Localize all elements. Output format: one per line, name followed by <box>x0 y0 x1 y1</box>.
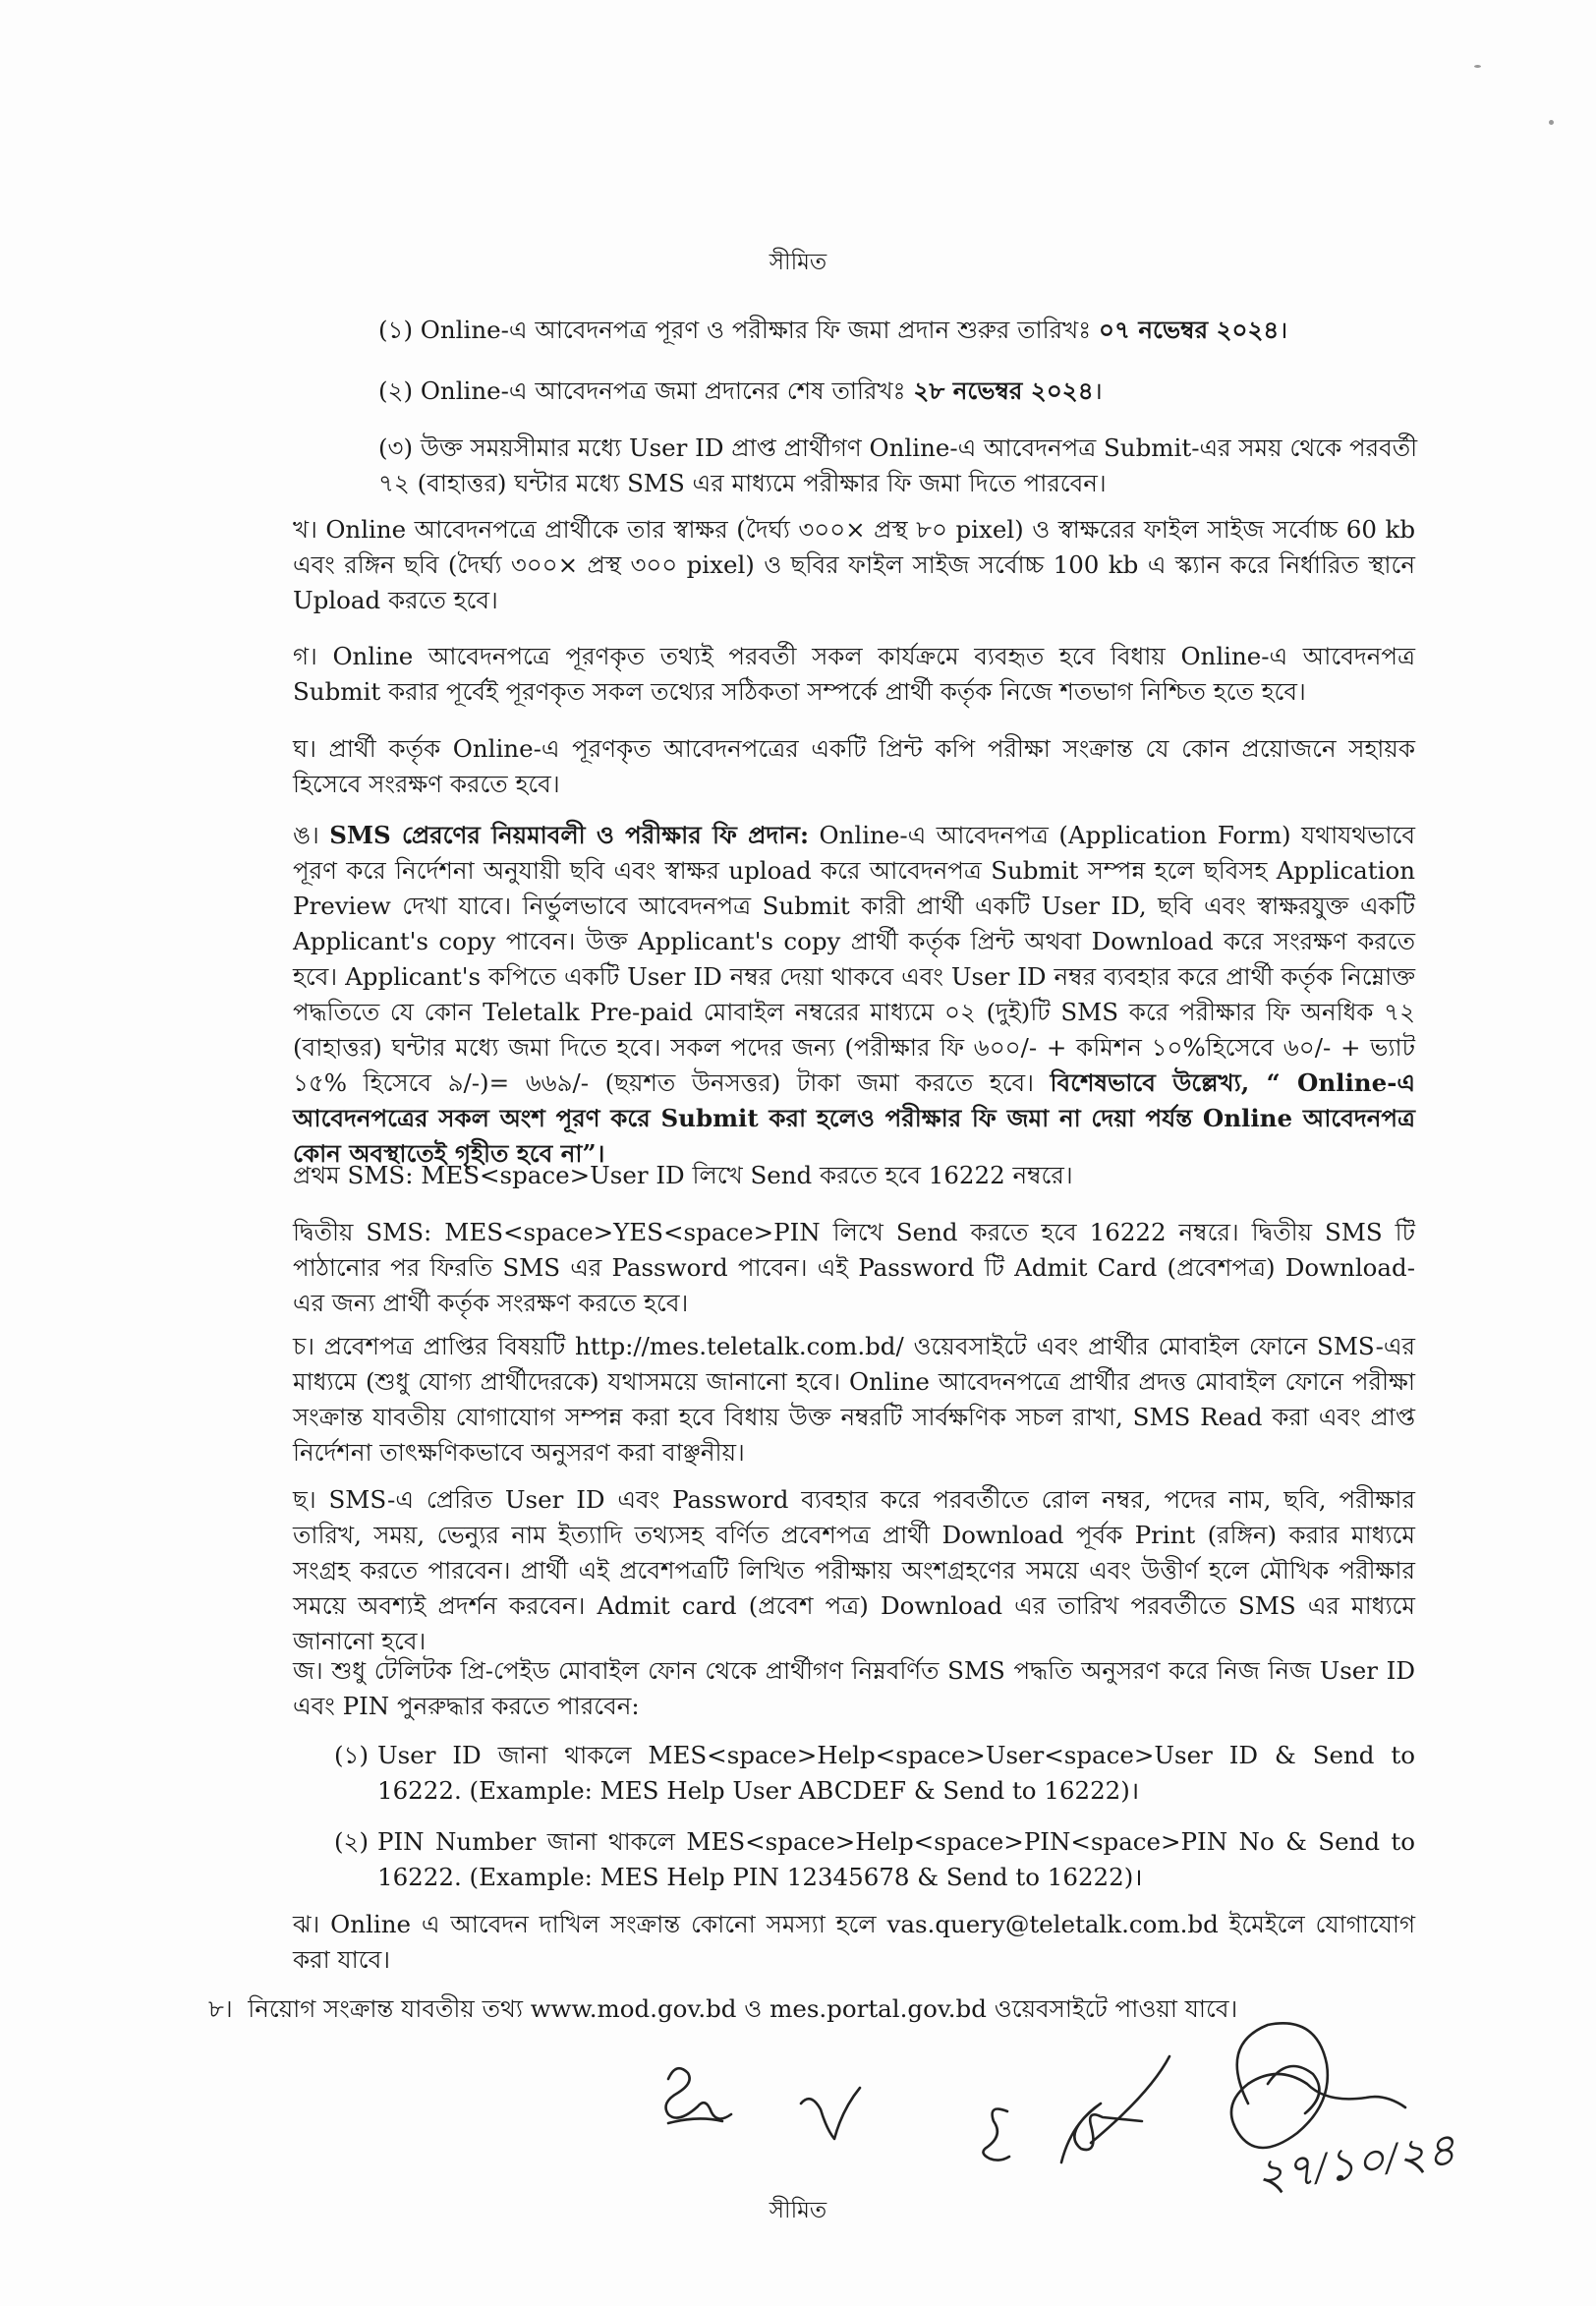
initials-1 <box>666 2068 731 2118</box>
initials-3 <box>983 2109 1009 2161</box>
paragraph-prefix: ঙ। <box>293 821 330 849</box>
signature-area <box>629 2005 1513 2202</box>
schedule-line: ৭২ (বাহাত্তর) ঘন্টার মধ্যে SMS এর মাধ্যমে পরীক্ষার ফি জমা দিতে পারবেন। <box>378 469 1107 497</box>
initials-1-stroke <box>668 2118 722 2123</box>
recovery-item-2 <box>334 1824 1415 1895</box>
schedule-item-1 <box>378 313 1440 348</box>
recovery-item-1 <box>334 1738 1415 1809</box>
paragraph-heading: SMS প্রেরণের নিয়মাবলী ও পরীক্ষার ফি প্রদান: <box>329 821 810 849</box>
paragraph-cha: চ। প্রবেশপত্র প্রাপ্তির বিষয়টি http://mes.teletalk.com.bd/ ওয়েবসাইটে এবং প্রার্থীর মোবাইল ফোনে SMS-এর মাধ্যমে (শুধু যোগ্য প্রার্থীদেরকে) যথাসময়ে জানানো হবে। Online আবেদনপত্রে প্রার্থীর প্রদত্ত মোবাইল ফোনে পরীক্ষা সংক্রান্ত যাবতীয় যোগাযোগ সম্পন্ন করা হবে বিধায় উক্ত নম্বরটি সার্বক্ষণিক সচল রাখা, SMS Read করা এবং প্রাপ্ত নির্দেশনা তাৎক্ষণিকভাবে অনুসরণ করা বাঞ্ছনীয়। <box>293 1332 1415 1467</box>
signature-loop <box>1268 2066 1319 2113</box>
paragraph-ja: জ। শুধু টেলিটক প্রি-পেইড মোবাইল ফোন থেকে প্রার্থীগণ নিম্নবর্ণিত SMS পদ্ধতি অনুসরণ করে নিজ নিজ User ID এবং PIN পুনরুদ্ধার করতে পারবেন: <box>293 1656 1415 1720</box>
schedule-item-2 <box>378 374 1440 409</box>
sms-second-instruction: দ্বিতীয় SMS: MES<space>YES<space>PIN লিখে Send করতে হবে 16222 নম্বরে। দ্বিতীয় SMS টি পাঠানোর পর ফিরতি SMS এর Password পাবেন। এই Password টি Admit Card (প্রবেশপত্র) Download-এর জন্য প্রার্থী কর্তৃক সংরক্ষণ করতে হবে। <box>293 1218 1415 1317</box>
scan-speck <box>1474 65 1481 68</box>
schedule-item-3 <box>378 431 1420 501</box>
schedule-date: ২৮ নভেম্বর ২০২৪ <box>913 376 1094 405</box>
classification-mark-bottom: সীমিত <box>769 2198 827 2223</box>
paragraph-jha: ঝ। Online এ আবেদন দাখিল সংক্রান্ত কোনো সমস্যা হলে vas.query@teletalk.com.bd ইমেইলে যোগাযোগ করা যাবে। <box>293 1910 1415 1974</box>
sms-first-instruction: প্রথম SMS: MES<space>User ID লিখে Send করতে হবে 16222 নম্বরে। <box>293 1161 1073 1189</box>
initials-4 <box>1061 2056 1169 2162</box>
classification-mark-top: সীমিত <box>769 250 827 275</box>
recovery-number: (১) <box>334 1741 370 1769</box>
recovery-number: (২) <box>334 1827 370 1856</box>
schedule-text: (১) Online-এ আবেদনপত্র পূরণ ও পরীক্ষার ফি জমা প্রদান শুরুর তারিখঃ <box>378 316 1100 344</box>
paragraph-uo <box>293 818 1415 1172</box>
schedule-end: । <box>1279 316 1288 344</box>
recovery-text: PIN Number জানা থাকলে MES<space>Help<space>PIN<space>PIN No & Send to 16222. (Example: MES Help PIN 12345678 & Send to 16222)। <box>377 1827 1415 1891</box>
scan-speck <box>1549 120 1554 125</box>
schedule-text: (২) Online-এ আবেদনপত্র জমা প্রদানের শেষ তারিখঃ <box>378 376 914 405</box>
schedule-line: (৩) উক্ত সময়সীমার মধ্যে User ID প্রাপ্ত প্রার্থীগণ Online-এ আবেদনপত্র Submit-এর সময় থেকে পরবর্তী <box>378 433 1418 462</box>
paragraph-ga: গ। Online আবেদনপত্রে পূরণকৃত তথ্যই পরবর্তী সকল কার্যক্রমে ব্যবহৃত হবে বিধায় Online-এ আবেদনপত্র Submit করার পূর্বেই পূরণকৃত সকল তথ্যের সঠিকতা সম্পর্কে প্রার্থী কর্তৃক নিজে শতভাগ নিশ্চিত হতে হবে। <box>293 642 1415 706</box>
paragraph-gha: ঘ। প্রার্থী কর্তৃক Online-এ পূরণকৃত আবেদনপত্রের একটি প্রিন্ট কপি পরীক্ষা সংক্রান্ত যে কোন প্রয়োজনে সহায়ক হিসেবে সংরক্ষণ করতে হবে। <box>293 734 1415 798</box>
schedule-date: ০৭ নভেম্বর ২০২৪ <box>1099 316 1280 344</box>
paragraph-chha: ছ। SMS-এ প্রেরিত User ID এবং Password ব্যবহার করে পরবর্তীতে রোল নম্বর, পদের নাম, ছবি, পরীক্ষার তারিখ, সময়, ভেন্যুর নাম ইত্যাদি তথ্যসহ বর্ণিত প্রবেশপত্র প্রার্থী Download পূর্বক Print (রঙ্গিন) করার মাধ্যমে সংগ্রহ করতে পারবেন। প্রার্থী এই প্রবেশপত্রটি লিখিত পরীক্ষায় অংশগ্রহণের সময়ে এবং উত্তীর্ণ হলে মৌখিক পরীক্ষার সময়ে অবশ্যই প্রদর্শন করবেন। Admit card (প্রবেশ পত্র) Download এর তারিখ পরবর্তীতে SMS এর মাধ্যমে জানানো হবে। <box>293 1485 1415 1655</box>
recovery-text: User ID জানা থাকলে MES<space>Help<space>User<space>User ID & Send to 16222. (Example: MES Help User ABCDEF & Send to 16222)। <box>377 1741 1415 1805</box>
initials-2 <box>801 2088 860 2139</box>
paragraph-body: Online-এ আবেদনপত্র (Application Form) যথাযথভাবে পূরণ করে নির্দেশনা অনুযায়ী ছবি এবং স্বাক্ষর upload করে আবেদনপত্র Submit সম্পন্ন হলে ছবিসহ Application Preview দেখা যাবে। নির্ভুলভাবে আবেদনপত্র Submit কারী প্রার্থী একটি User ID, ছবি এবং স্বাক্ষরযুক্ত একটি Applicant's copy পাবেন। উক্ত Applicant's copy প্রার্থী কর্তৃক প্রিন্ট অথবা Download করে সংরক্ষণ করতে হবে। Applicant's কপিতে একটি User ID নম্বর দেয়া থাকবে এবং User ID নম্বর ব্যবহার করে প্রার্থী কর্তৃক নিম্নোক্ত পদ্ধতিতে যে কোন Teletalk Pre-paid মোবাইল নম্বরের মাধ্যমে ০২ (দুই)টি SMS করে পরীক্ষার ফি অনধিক ৭২ (বাহাত্তর) ঘন্টার মধ্যে জমা দিতে হবে। সকল পদের জন্য (পরীক্ষার ফি ৬০০/- + কমিশন ১০%হিসেবে ৬০/- + ভ্যাট ১৫% হিসেবে ৯/-)= ৬৬৯/- (ছয়শত উনসত্তর) টাকা জমা করতে হবে। <box>293 821 1415 1097</box>
paragraph-text: নিয়োগ সংক্রান্ত যাবতীয় তথ্য www.mod.gov.bd ও mes.portal.gov.bd ওয়েবসাইটে পাওয়া যাবে। <box>248 1994 1238 2023</box>
paragraph-kha: খ। Online আবেদনপত্রে প্রার্থীকে তার স্বাক্ষর (দৈর্ঘ্য ৩০০× প্রস্থ ৮০ pixel) ও স্বাক্ষরের ফাইল সাইজ সর্বোচ্চ 60 kb এবং রঙ্গিন ছবি (দৈর্ঘ্য ৩০০× প্রস্থ ৩০০ pixel) ও ছবির ফাইল সাইজ সর্বোচ্চ 100 kb এ স্ক্যান করে নির্ধারিত স্থানে Upload করতে হবে। <box>293 515 1415 614</box>
signature-date: ২৭/১০/২৪ <box>1252 2123 1459 2202</box>
paragraph-emphasis: বিশেষভাবে উল্লেখ্য, “ Online-এ আবেদনপত্রের সকল অংশ পূরণ করে Submit করা হলেও পরীক্ষার ফি জমা না দেয়া পর্যন্ত Online আবেদনপত্র কোন অবস্থাতেই গৃহীত হবে না”। <box>293 1068 1415 1168</box>
schedule-end: । <box>1093 376 1103 405</box>
paragraph-number: ৮। <box>208 1994 233 2023</box>
